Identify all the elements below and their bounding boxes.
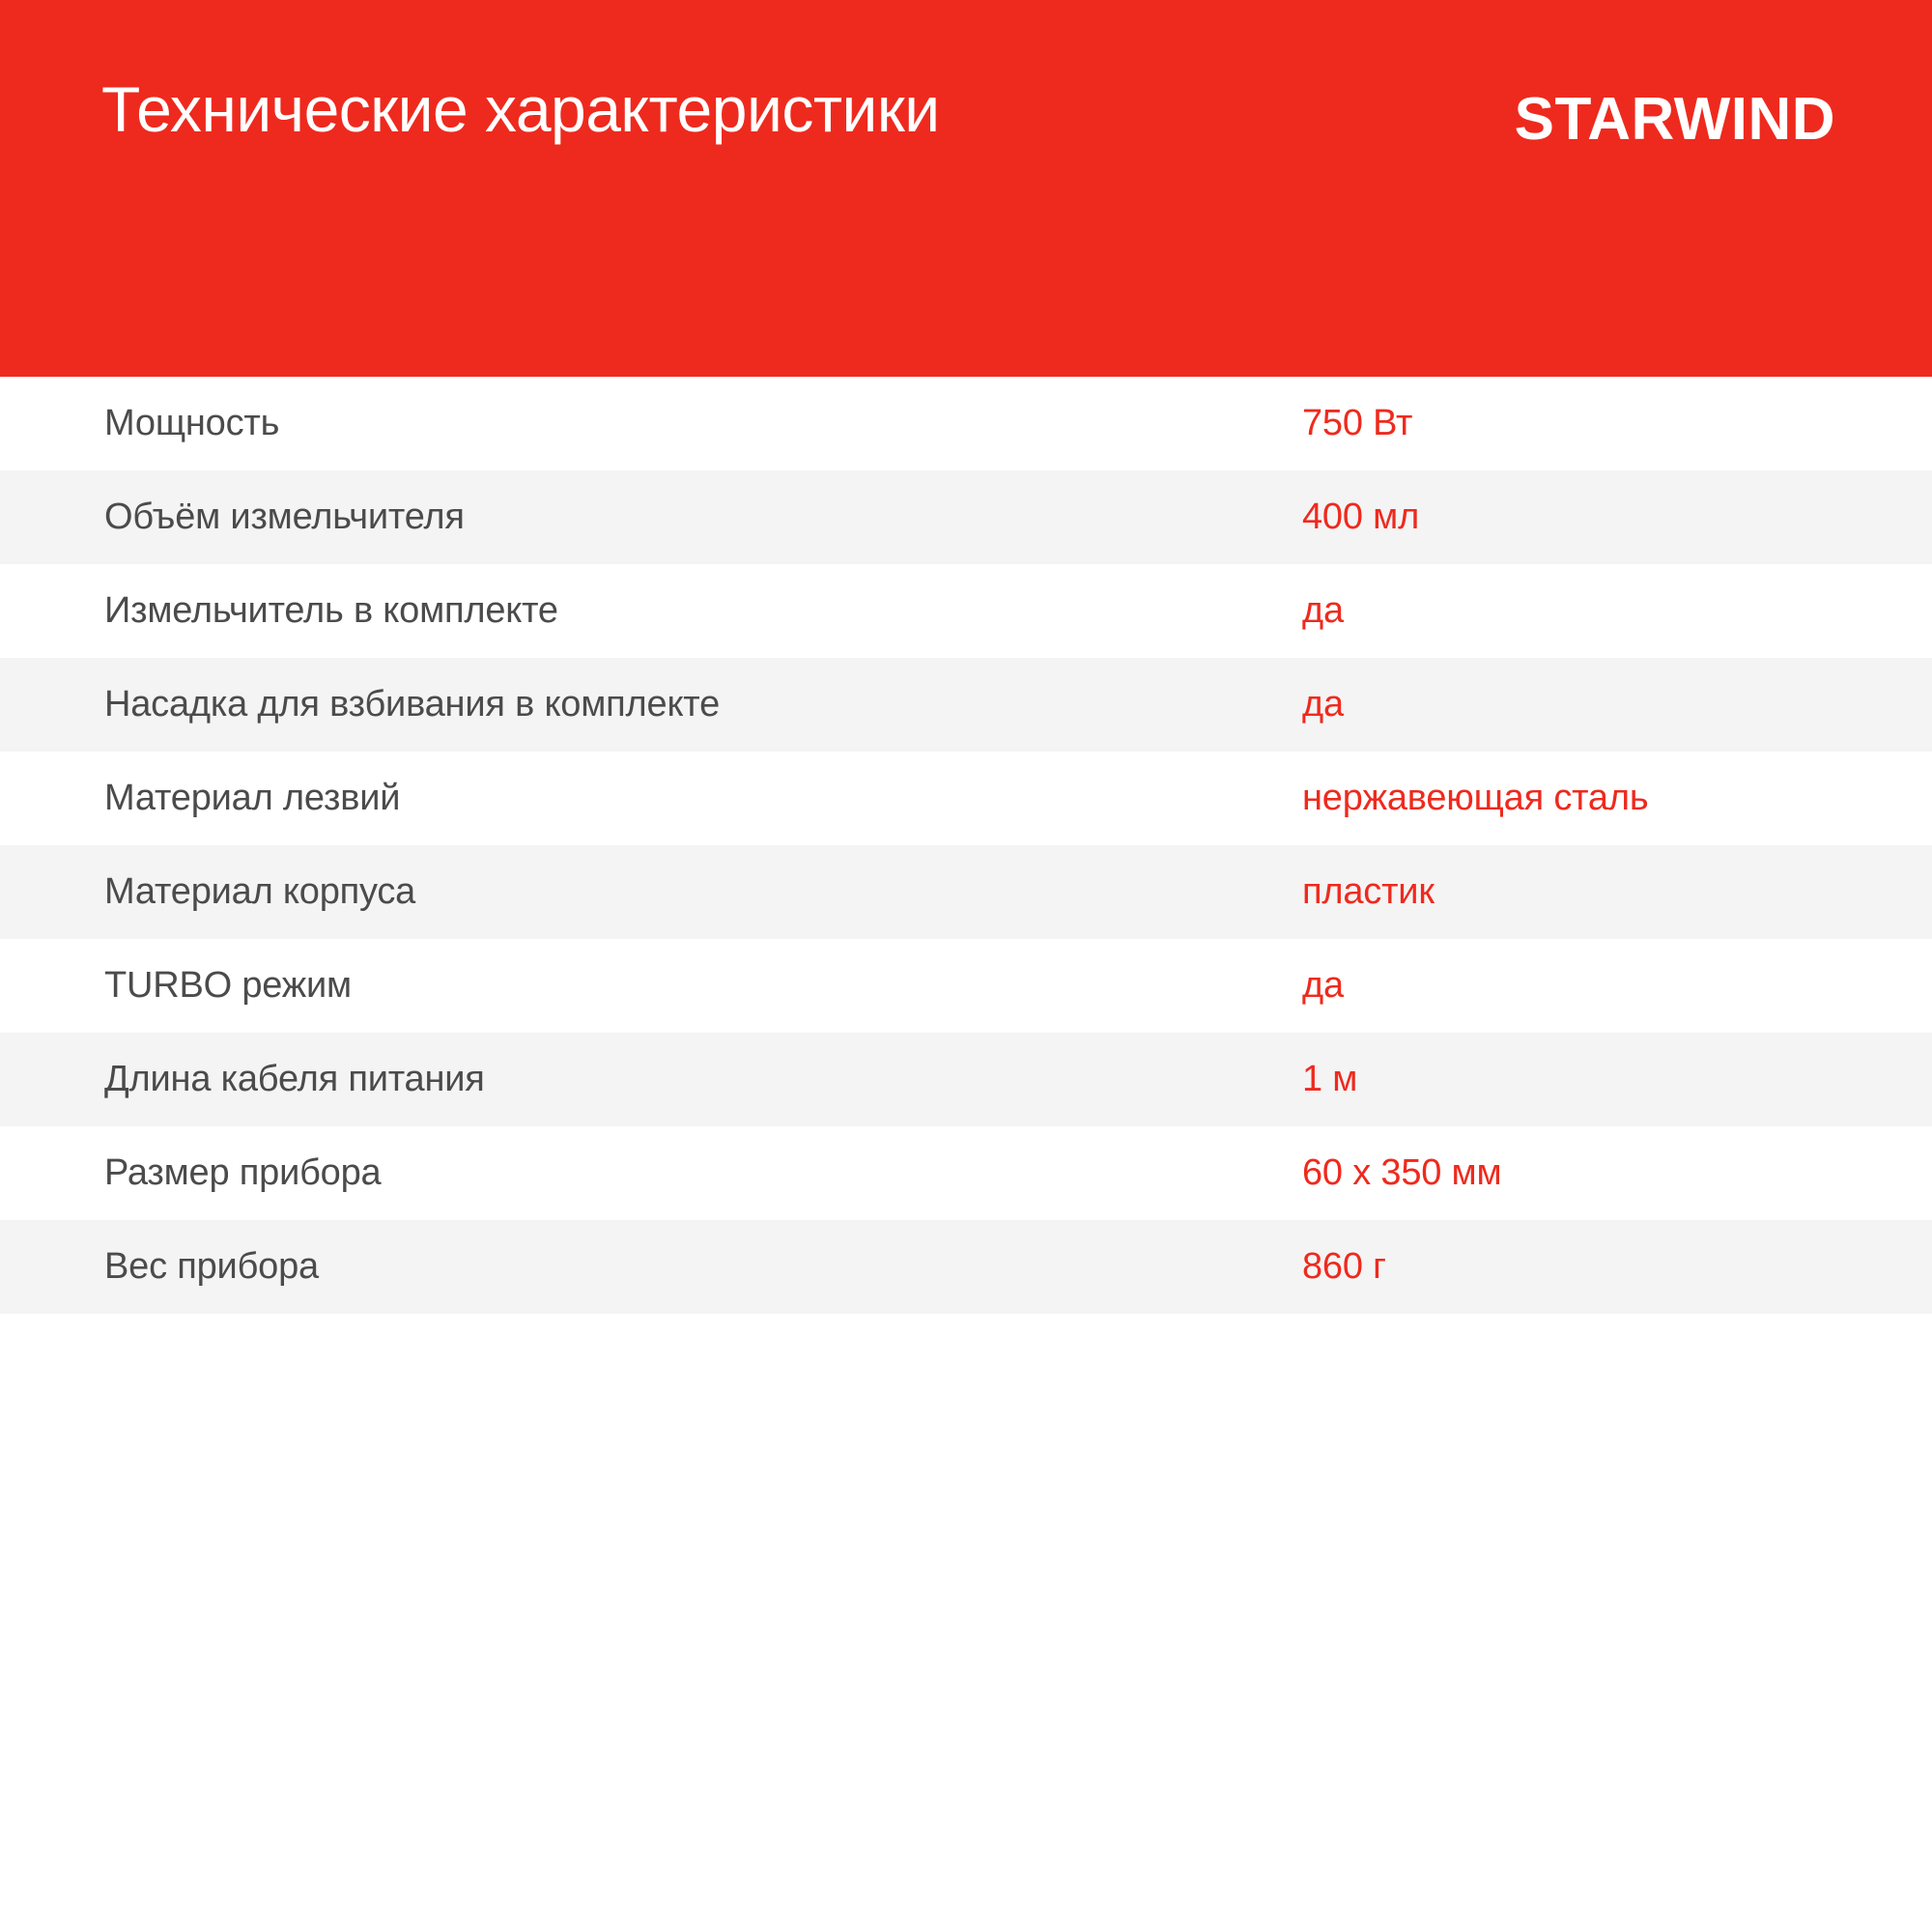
spec-value: 860 г xyxy=(1302,1245,1386,1287)
spec-value: да xyxy=(1302,683,1344,724)
spec-value: 1 м xyxy=(1302,1058,1358,1099)
table-row xyxy=(0,845,1932,939)
spec-value: да xyxy=(1302,589,1344,631)
table-row xyxy=(0,377,1932,470)
spec-label: Длина кабеля питания xyxy=(104,1058,485,1099)
spec-label: Материал лезвий xyxy=(104,777,401,818)
spec-label: Размер прибора xyxy=(104,1151,382,1193)
spec-value: 60 x 350 мм xyxy=(1302,1151,1502,1193)
spec-label: Материал корпуса xyxy=(104,870,416,912)
footer-whitespace xyxy=(0,1507,1932,1932)
spec-value: пластик xyxy=(1302,870,1435,912)
spec-value: 750 Вт xyxy=(1302,402,1413,443)
spec-value: да xyxy=(1302,964,1344,1006)
table-row xyxy=(0,1220,1932,1314)
table-row xyxy=(0,1033,1932,1126)
table-row xyxy=(0,752,1932,845)
header-banner xyxy=(0,0,1932,377)
spec-label: TURBO режим xyxy=(104,964,352,1006)
table-row xyxy=(0,470,1932,564)
brand-logo: STARWIND xyxy=(1514,86,1835,153)
page-title: Технические характеристики xyxy=(101,73,940,145)
spec-label: Объём измельчителя xyxy=(104,496,465,537)
spec-label: Насадка для взбивания в комплекте xyxy=(104,683,721,724)
table-row xyxy=(0,564,1932,658)
spec-label: Мощность xyxy=(104,402,280,443)
table-row xyxy=(0,939,1932,1033)
spec-label: Вес прибора xyxy=(104,1245,319,1287)
table-row xyxy=(0,658,1932,752)
table-row xyxy=(0,1126,1932,1220)
specifications-table xyxy=(0,377,1932,1314)
spec-value: 400 мл xyxy=(1302,496,1420,537)
spec-label: Измельчитель в комплекте xyxy=(104,589,558,631)
spec-value: нержавеющая сталь xyxy=(1302,777,1649,818)
